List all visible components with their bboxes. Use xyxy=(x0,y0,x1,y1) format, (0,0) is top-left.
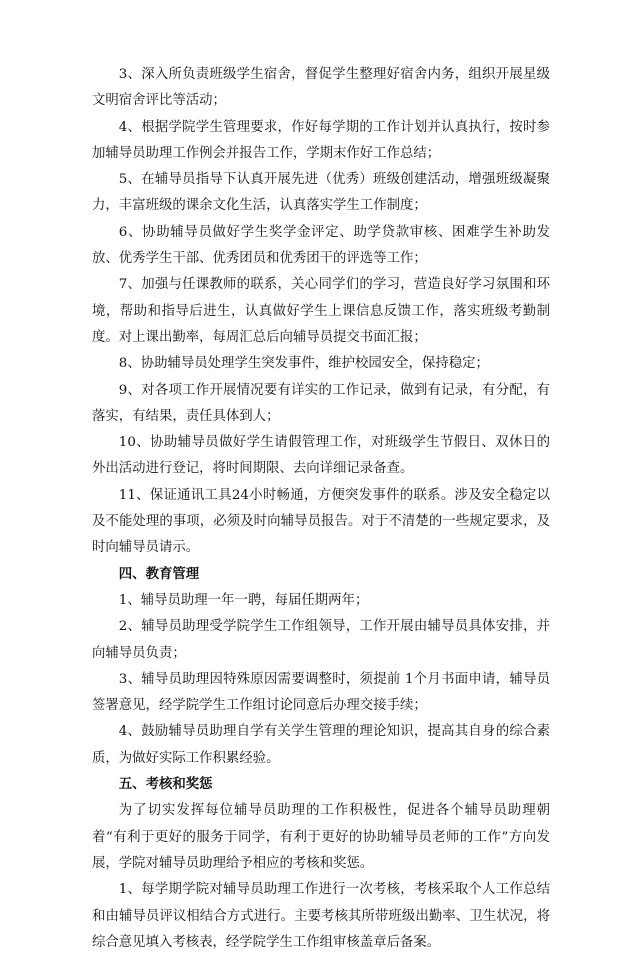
education-item-4: 4、鼓励辅导员助理自学有关学生管理的理论知识，提高其自身的综合素质，为做好实际工作积累经验。 xyxy=(92,724,550,766)
education-item-1: 1、辅导员助理一年一聘，每届任期两年； xyxy=(118,592,369,608)
paragraph-item-10: 10、协助辅导员做好学生请假管理工作，对班级学生节假日、双休日的外出活动进行登记，将时间期限、去向详细记录备查。 xyxy=(92,435,550,477)
education-item-3: 3、辅导员助理因特殊原因需要调整时，须提前 1个月书面申请，辅导员签署意见，经学院学生工作组讨论同意后办理交接手续； xyxy=(92,671,550,714)
paragraph-item-7: 7、加强与任课教师的联系，关心同学们的学习，营造良好学习氛围和环境，帮助和指导后进生，认真做好学生上课信息反馈工作，落实班级考勤制度。对上课出勤率，每周汇总后向辅导员提交书面汇报； xyxy=(92,277,550,345)
paragraph-item-6: 6、协助辅导员做好学生奖学金评定、助学贷款审核、困难学生补助发放、优秀学生干部、优秀团员和优秀团干的评选等工作； xyxy=(92,224,550,267)
education-item-2: 2、辅导员助理受学院学生工作组领导，工作开展由辅导员具体安排，并向辅导员负责； xyxy=(92,619,550,661)
paragraph-item-8: 8、协助辅导员处理学生突发事件，维护校园安全，保持稳定； xyxy=(118,356,489,372)
assessment-item-1: 1、每学期学院对辅导员助理工作进行一次考核，考核采取个人工作总结和由辅导员评议相结合方式进行。主要考核其所带班级出勤率、卫生状况，将综合意见填入考核表，经学院学生工作组审核盖章后备案。 xyxy=(92,882,550,950)
assessment-intro: 为了切实发挥每位辅导员助理的工作积极性，促进各个辅导员助理朝着“有利于更好的服务于同学，有利于更好的协助辅导员老师的工作”方向发展，学院对辅导员助理给予相应的考核和奖惩。 xyxy=(92,803,550,871)
paragraph-item-11: 11、保证通讯工具24小时畅通，方便突发事件的联系。涉及安全稳定以及不能处理的事项，必须及时向辅导员报告。对于不清楚的一些规定要求，及时向辅导员请示。 xyxy=(92,487,550,556)
section-heading-education-management: 四、教育管理 xyxy=(118,566,200,582)
paragraph-item-3: 3、深入所负责班级学生宿舍，督促学生整理好宿舍内务，组织开展星级文明宿舍评比等活动； xyxy=(92,67,550,109)
paragraph-item-4: 4、根据学院学生管理要求，作好每学期的工作计划并认真执行，按时参加辅导员助理工作例会并报告工作，学期末作好工作总结； xyxy=(92,119,550,161)
paragraph-item-9: 9、对各项工作开展情况要有详实的工作记录，做到有记录，有分配，有落实，有结果，责任具体到人； xyxy=(92,382,550,424)
section-heading-assessment: 五、考核和奖惩 xyxy=(118,777,213,793)
paragraph-item-5: 5、在辅导员指导下认真开展先进（优秀）班级创建活动，增强班级凝聚力，丰富班级的课余文化生活，认真落实学生工作制度； xyxy=(92,172,550,214)
document-page xyxy=(92,62,550,956)
